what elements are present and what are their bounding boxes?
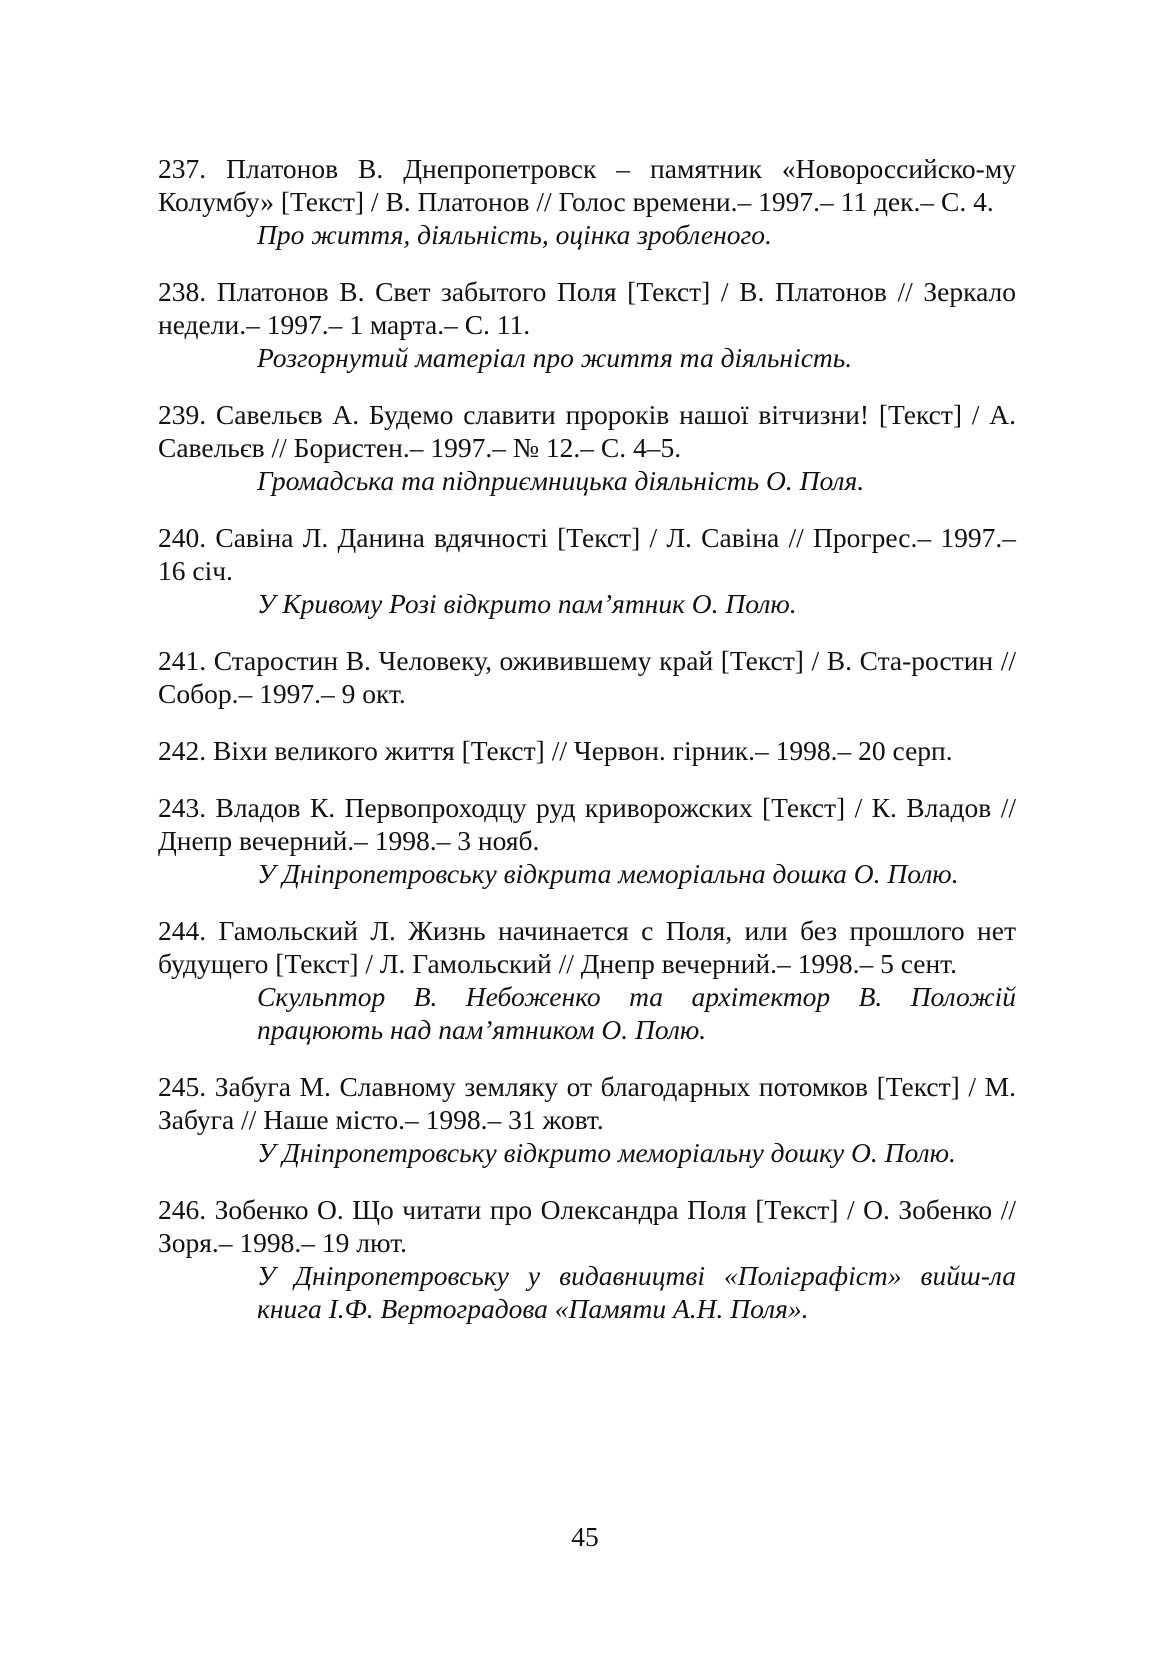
entry-annotation: У Дніпропетровську відкрита меморіальна дошка О. Полю. <box>257 858 959 889</box>
entry-text: 239. Савельєв А. Будемо славити пророків нашої вітчизни! [Текст] / А. Савельєв // Бористен.– 1997.– № 12.– С. 4–5. <box>158 399 1016 463</box>
entry-238 <box>158 275 1016 374</box>
entry-annotation: Розгорнутий матеріал про життя та діяльність. <box>257 342 853 373</box>
entry-240 <box>158 521 1016 620</box>
entry-241 <box>158 644 1016 710</box>
entry-annotation: У Дніпропетровську відкрито меморіальну дошку О. Полю. <box>257 1137 956 1168</box>
entry-237 <box>158 152 1016 251</box>
entry-242 <box>158 734 1016 767</box>
entry-text: 238. Платонов В. Свет забытого Поля [Текст] / В. Платонов // Зеркало недели.– 1997.– 1 марта.– С. 11. <box>158 276 1016 340</box>
entry-annotation: У Кривому Розі відкрито пам’ятник О. Полю. <box>257 588 797 619</box>
entry-244 <box>158 914 1016 1046</box>
entry-annotation: Про життя, діяльність, оцінка зробленого. <box>257 219 772 250</box>
entry-annotation: Громадська та підприємницька діяльність О. Поля. <box>257 465 865 496</box>
entry-245 <box>158 1070 1016 1169</box>
entry-243 <box>158 791 1016 890</box>
entry-text: 243. Владов К. Первопроходцу руд криворожских [Текст] / К. Владов // Днепр вечерний.– 1998.– 3 нояб. <box>158 792 1016 856</box>
entry-text: 245. Забуга М. Славному земляку от благодарных потомков [Текст] / М. Забуга // Наше місто.– 1998.– 31 жовт. <box>158 1071 1016 1135</box>
entry-text: 244. Гамольский Л. Жизнь начинается с Поля, или без прошлого нет будущего [Текст] / Л. Гамольский // Днепр вечерний.– 1998.– 5 сент. <box>158 915 1016 979</box>
page-number: 45 <box>571 1521 599 1552</box>
entry-text: 240. Савіна Л. Данина вдячності [Текст] / Л. Савіна // Прогрес.– 1997.– 16 січ. <box>158 522 1016 586</box>
entry-annotation: У Дніпропетровську у видавництві «Поліграфіст» вийш-ла книга І.Ф. Вертоградова «Памяти А.Н. Поля». <box>257 1260 1016 1324</box>
bibliography-list <box>158 152 1016 1349</box>
entry-246 <box>158 1193 1016 1325</box>
entry-text: 241. Старостин В. Человеку, оживившему край [Текст] / В. Ста-ростин // Собор.– 1997.– 9 окт. <box>158 645 1016 709</box>
entry-text: 237. Платонов В. Днепропетровск – памятник «Новороссийско-му Колумбу» [Текст] / В. Платонов // Голос времени.– 1997.– 11 дек.– С. 4. <box>158 153 1016 217</box>
entry-annotation: Скульптор В. Небоженко та архітектор В. Положій працюють над пам’ятником О. Полю. <box>257 981 1016 1045</box>
entry-text: 246. Зобенко О. Що читати про Олександра Поля [Текст] / О. Зобенко // Зоря.– 1998.– 19 лют. <box>158 1194 1016 1258</box>
entry-text: 242. Віхи великого життя [Текст] // Червон. гірник.– 1998.– 20 серп. <box>158 735 953 766</box>
entry-239 <box>158 398 1016 497</box>
